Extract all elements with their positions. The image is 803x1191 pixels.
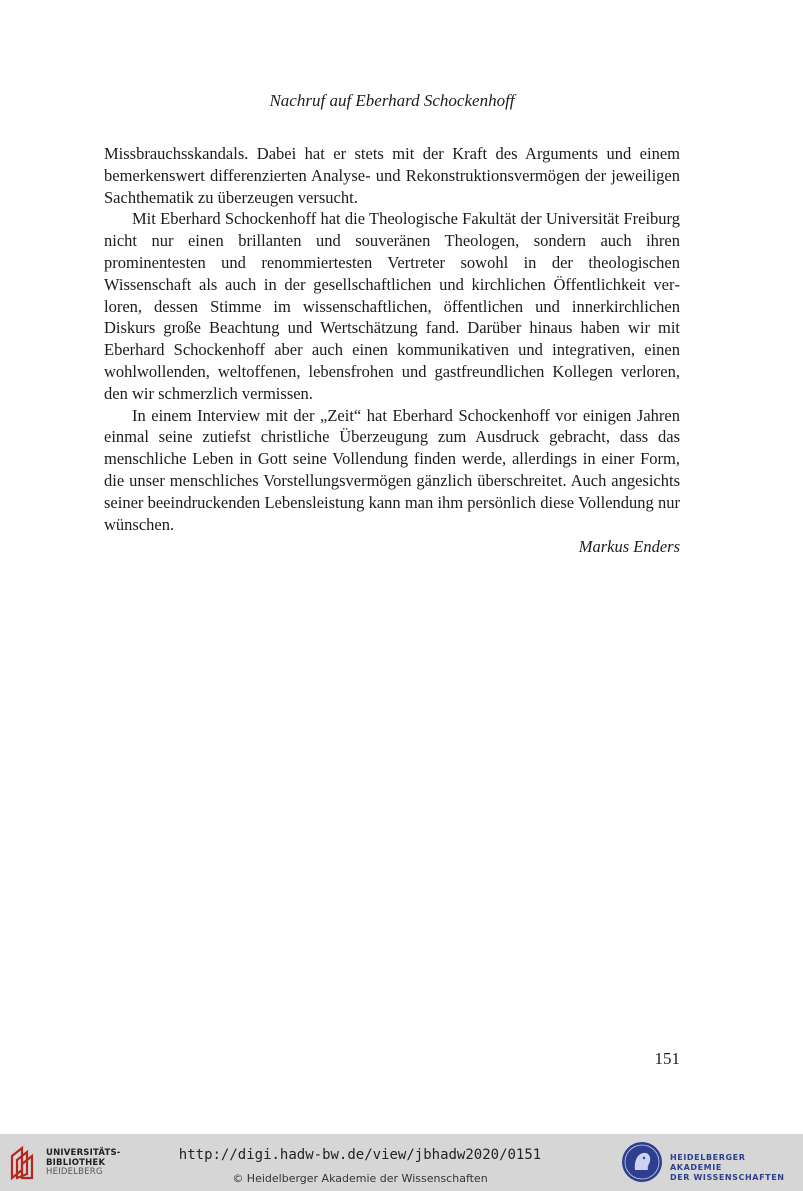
copyright-notice: © Heidelberger Akademie der Wissenschaften [232,1172,488,1185]
ub-line-2: BIBLIOTHEK [46,1157,106,1168]
academy-seal-icon [620,1140,664,1184]
academy-line-2: DER WISSENSCHAFTEN [670,1173,785,1182]
paragraph-2: Mit Eberhard Schockenhoff hat die Theologische Fakultät der Universität Freiburg nicht nur einen brillanten und souveränen Theologen, sondern auch ihren prominentesten und renommiertesten Vertreter sowohl in der theologischen Wissenschaft als auch in der gesellschaftlichen und kirchlichen Öffentlichkeit verloren, dessen Stimme im wissenschaftlichen, öffentlichen und innerkirchlichen Diskurs große Beachtung und Wertschätzung fand. Darüber hinaus haben wir mit Eberhard Schockenhoff aber auch einen kommunikativen und integrativen, einen wohlwollenden, weltoffenen, lebensfrohen und gastfreundlichen Kollegen verloren, den wir schmerzlich vermissen. [104,209,680,403]
ub-line-3: HEIDELBERG [46,1167,103,1177]
university-library-logo-icon [6,1144,40,1182]
paragraph-3: In einem Interview mit der „Zeit“ hat Eberhard Schockenhoff vor einigen Jahren einmal seine zutiefst christliche Überzeugung zum Ausdruck gebracht, dass das menschliche Leben in Gott seine Vollendung finden werde, allerdings in einer Form, die unser menschliches Vorstellungsvermögen gänzlich überschreitet. Auch angesichts seiner beeindruckenden Lebensleistung kann man ihm persönlich diese Vollendung nur wünschen. [104,405,680,534]
author-signature: Markus Enders [578,537,680,556]
page-number: 151 [654,1049,680,1068]
running-title: Nachruf auf Eberhard Schockenhoff [269,91,515,110]
ub-line-1: UNIVERSITÄTS- [46,1148,121,1158]
footer-bar [0,1134,803,1191]
university-library-logo[interactable] [6,1142,136,1184]
academy-logo[interactable] [620,1139,800,1187]
permalink-url[interactable]: http://digi.hadw-bw.de/view/jbhadw2020/0151 [178,1147,542,1163]
paragraph-1: Missbrauchsskandals. Dabei hat er stets mit der Kraft des Arguments und einem bemerkenswert differenzierten Analyse- und Rekonstruktionsvermögen der jeweiligen Sachthematik zu überzeugen versucht. [104,144,680,207]
article-body [104,143,680,535]
academy-line-1: HEIDELBERGER AKADEMIE [670,1153,746,1172]
